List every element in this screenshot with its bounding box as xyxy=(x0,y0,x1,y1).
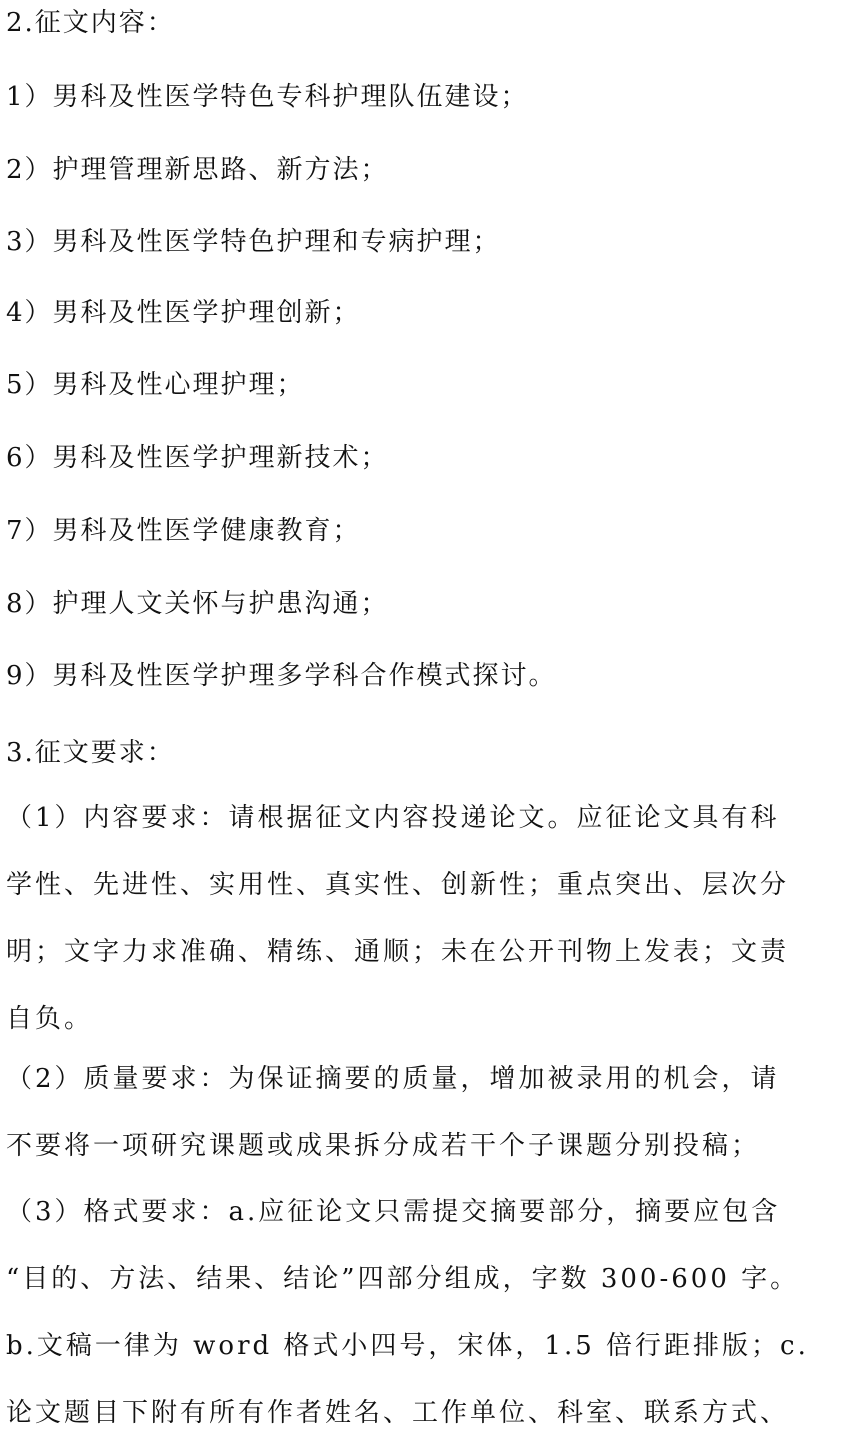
content-requirements-paragraph xyxy=(6,785,836,1053)
list-item: 1）男科及性医学特色专科护理队伍建设； xyxy=(6,82,529,112)
format-requirements-paragraph xyxy=(6,1179,836,1447)
list-item: 6）男科及性医学护理新技术； xyxy=(6,443,389,473)
paragraph-line: 学性、先进性、实用性、真实性、创新性；重点突出、层次分 xyxy=(6,870,790,900)
paragraph-line: 论文题目下附有所有作者姓名、工作单位、科室、联系方式、 xyxy=(6,1398,790,1428)
paragraph-line: （1）内容要求：请根据征文内容投递论文。应征论文具有科 xyxy=(6,803,780,833)
paragraph-line: （2）质量要求：为保证摘要的质量，增加被录用的机会，请 xyxy=(6,1064,780,1094)
paragraph-line: 不要将一项研究课题或成果拆分成若干个子课题分别投稿； xyxy=(6,1131,761,1161)
paragraph-line: （3）格式要求：a.应征论文只需提交摘要部分，摘要应包含 xyxy=(6,1197,781,1227)
list-item: 4）男科及性医学护理创新； xyxy=(6,298,361,328)
list-item: 5）男科及性心理护理； xyxy=(6,370,305,400)
quality-requirements-paragraph xyxy=(6,1046,836,1180)
section-3-heading: 3.征文要求： xyxy=(6,738,175,768)
list-item: 9）男科及性医学护理多学科合作模式探讨。 xyxy=(6,661,557,691)
paragraph-line: 自负。 xyxy=(6,1004,94,1034)
paragraph-line: “目的、方法、结果、结论”四部分组成，字数 300-600 字。 xyxy=(6,1264,800,1294)
list-item: 2）护理管理新思路、新方法； xyxy=(6,155,389,185)
list-item: 7）男科及性医学健康教育； xyxy=(6,516,361,546)
list-item: 8）护理人文关怀与护患沟通； xyxy=(6,589,389,619)
list-item: 3）男科及性医学特色护理和专病护理； xyxy=(6,227,501,257)
section-2-heading: 2.征文内容： xyxy=(6,8,175,38)
paragraph-line: 明；文字力求准确、精练、通顺；未在公开刊物上发表；文责 xyxy=(6,937,790,967)
paragraph-line: b.文稿一律为 word 格式小四号，宋体，1.5 倍行距排版；c. xyxy=(6,1331,809,1361)
